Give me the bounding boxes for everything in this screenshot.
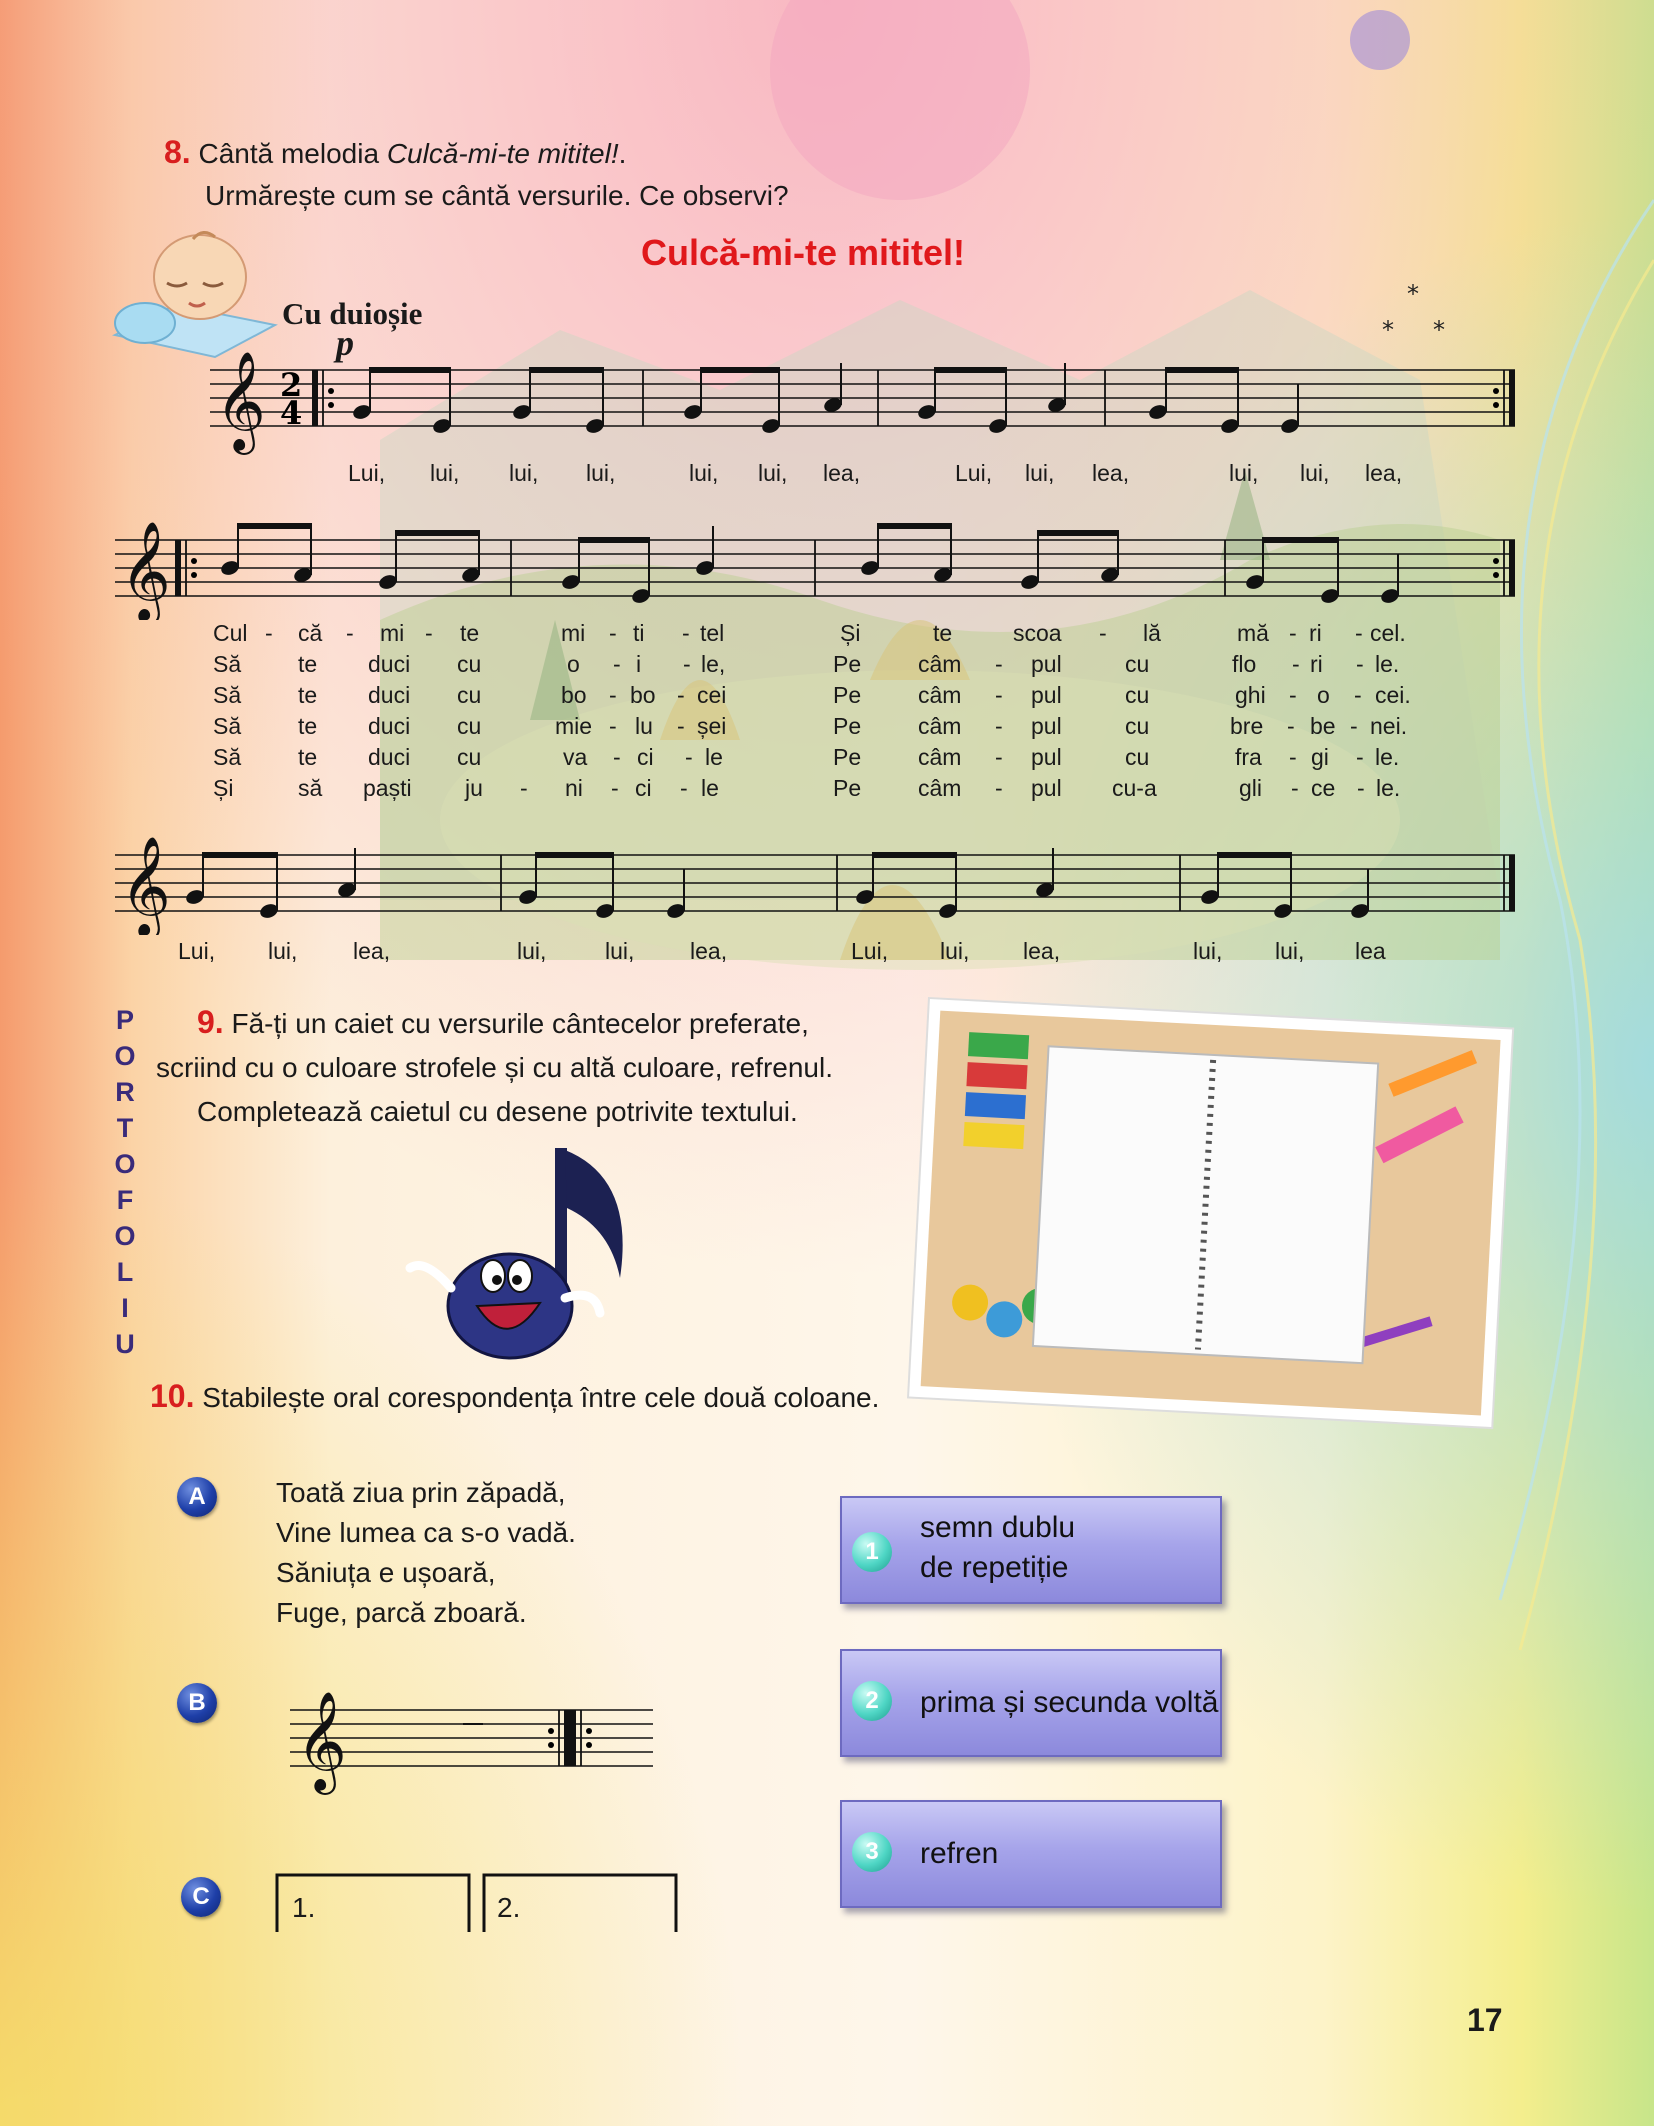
lyric-syllable: lui, — [1229, 460, 1259, 486]
lyric-syllable: lui, — [586, 460, 616, 486]
first-ending-label: 1. — [292, 1892, 316, 1923]
lyric-syllable: te — [933, 620, 953, 646]
lyric-syllable: - — [1099, 620, 1107, 646]
lyric-syllable: cei. — [1375, 682, 1411, 708]
lyric-syllable: le. — [1376, 775, 1401, 801]
lyric-syllable: te — [298, 651, 318, 677]
lyric-syllable: mă — [1237, 620, 1269, 646]
lyric-syllable: - — [995, 744, 1003, 770]
exercise-9-line-2: scriind cu o culoare strofele și cu altă culoare, refrenul. — [156, 1052, 833, 1083]
note-beam — [1165, 367, 1239, 373]
repeat-dot — [1493, 558, 1499, 564]
time-signature-top: 2 — [280, 366, 303, 404]
lyric-syllable: lui, — [940, 938, 970, 964]
lyric-syllable: duci — [368, 713, 411, 739]
lyric-syllable: - — [609, 682, 617, 708]
exercise-8-suffix: . — [618, 138, 627, 169]
lyric-syllable: Pe — [833, 651, 862, 677]
lyric-syllable: Lui, — [178, 938, 216, 964]
lyric-syllable: - — [995, 775, 1003, 801]
option-3-line-1: refren — [920, 1837, 999, 1870]
lyric-syllable: - — [1355, 620, 1363, 646]
thick-bar-line — [564, 1710, 570, 1766]
portfolio-letter: O — [114, 1221, 136, 1251]
lyric-syllable: Lui, — [348, 460, 386, 486]
repeat-dot — [1493, 402, 1499, 408]
lyrics-row-1 — [0, 458, 1654, 492]
lyric-syllable: pul — [1031, 682, 1062, 708]
note-beam — [872, 852, 957, 858]
lyric-syllable: - — [1354, 682, 1362, 708]
portfolio-letter: F — [116, 1185, 134, 1215]
exercise-10-number: 10. — [150, 1378, 195, 1414]
lyric-syllable: - — [1356, 744, 1364, 770]
repeat-dot — [191, 572, 197, 578]
lyric-syllable: bo — [561, 682, 587, 708]
exercise-8-line-2: Urmărește cum se cântă versurile. Ce observi? — [205, 180, 789, 211]
time-signature-bottom: 4 — [280, 394, 303, 432]
repeat-dot — [328, 402, 334, 408]
repeat-dot — [548, 1728, 554, 1734]
treble-clef-icon: 𝄞 — [215, 351, 266, 451]
note-beam — [395, 530, 480, 536]
lyric-syllable: cei — [697, 682, 727, 708]
portfolio-letter: T — [116, 1113, 134, 1143]
repeat-dot — [586, 1728, 592, 1734]
portfolio-letter: P — [115, 1005, 134, 1035]
repeat-dot — [548, 1742, 554, 1748]
second-ending-label: 2. — [497, 1892, 521, 1923]
option-box-2 — [840, 1649, 1222, 1757]
lyric-syllable: cu — [457, 744, 482, 770]
lyric-syllable: - — [425, 620, 433, 646]
lyric-syllable: - — [685, 744, 693, 770]
lyric-syllable: Să — [213, 744, 242, 770]
lyric-syllable: lea, — [690, 938, 728, 964]
lyric-syllable: te — [298, 682, 318, 708]
lyric-syllable: câm — [918, 713, 962, 739]
lyric-syllable: tel — [700, 620, 725, 646]
lyric-syllable: pul — [1031, 744, 1062, 770]
note-beam — [202, 852, 278, 858]
option-1-line-1: semn dublu — [920, 1511, 1076, 1544]
lyric-syllable: flo — [1232, 651, 1257, 677]
lyric-syllable: câm — [918, 682, 962, 708]
lyric-syllable: lui, — [1025, 460, 1055, 486]
song-title: Culcă-mi-te mititel! — [641, 232, 966, 273]
lyric-syllable: lui, — [430, 460, 460, 486]
tempo-marking: Cu duioșie — [282, 296, 423, 331]
lyric-syllable: lui, — [605, 938, 635, 964]
thick-bar-line — [1509, 370, 1515, 426]
option-box-3 — [840, 1800, 1222, 1908]
exercise-8-number: 8. — [164, 134, 191, 170]
lyric-syllable: lui, — [1275, 938, 1305, 964]
lyric-syllable: Pe — [833, 744, 862, 770]
lyric-syllable: gli — [1239, 775, 1263, 801]
lyric-syllable: - — [680, 775, 688, 801]
lyric-syllable: ti — [633, 620, 645, 646]
lyric-syllable: ci — [635, 775, 652, 801]
lyric-syllable: șei — [697, 713, 727, 739]
badge-b: B — [177, 1683, 217, 1723]
lyric-syllable: - — [677, 713, 685, 739]
badge-a: A — [177, 1477, 217, 1517]
lyric-syllable: pul — [1031, 651, 1062, 677]
lyric-syllable: lea, — [1023, 938, 1061, 964]
thick-bar-line — [1509, 855, 1515, 911]
svg-text:*: * — [1433, 316, 1445, 344]
lyric-syllable: - — [609, 713, 617, 739]
lyric-syllable: ri — [1309, 620, 1322, 646]
lyric-syllable: ju — [465, 775, 483, 801]
page-number: 17 — [1467, 2002, 1503, 2038]
portfolio-letter: O — [114, 1149, 136, 1179]
lyric-syllable: - — [1289, 744, 1297, 770]
verse-line — [0, 742, 1654, 773]
repeat-dot — [328, 388, 334, 394]
exercise-10-line — [150, 1376, 879, 1418]
lyric-syllable: cu — [1125, 744, 1150, 770]
note-beam — [529, 367, 604, 373]
lyric-syllable: lea, — [353, 938, 391, 964]
lyric-syllable: mi — [561, 620, 586, 646]
lyric-syllable: - — [613, 651, 621, 677]
thick-bar-line — [570, 1710, 576, 1766]
lyric-syllable: va — [563, 744, 588, 770]
lyric-syllable: le — [705, 744, 723, 770]
note-beam — [700, 367, 780, 373]
lyric-syllable: Să — [213, 651, 242, 677]
exercise-8-line-1 — [164, 132, 626, 174]
lyric-syllable: paști — [363, 775, 412, 801]
treble-clef-icon: 𝄞 — [120, 521, 171, 620]
lyric-syllable: Pe — [833, 713, 862, 739]
exercise-9-text: Fă-ți un caiet cu versurile cântecelor preferate, — [223, 1008, 809, 1039]
treble-clef-icon: 𝄞 — [120, 836, 171, 935]
option-2-line-1: prima și secunda voltă — [920, 1686, 1219, 1719]
lyric-syllable: - — [265, 620, 273, 646]
lyric-syllable: be — [1310, 713, 1336, 739]
lyric-syllable: bre — [1230, 713, 1264, 739]
lyric-syllable: lui, — [509, 460, 539, 486]
lyric-syllable: - — [1289, 682, 1297, 708]
music-staff-row-3 — [105, 815, 1525, 935]
lyric-syllable: lui, — [268, 938, 298, 964]
lyric-syllable: cu — [1125, 713, 1150, 739]
lyric-syllable: ni — [565, 775, 583, 801]
lyric-syllable: mi — [380, 620, 405, 646]
lyric-syllable: cu — [1125, 682, 1150, 708]
repeat-dot — [1493, 572, 1499, 578]
lyric-syllable: lui, — [517, 938, 547, 964]
exercise-8-song-title-inline: Culcă-mi-te mititel! — [386, 138, 619, 169]
lyric-syllable: lea, — [1092, 460, 1130, 486]
lyric-syllable: mie — [555, 713, 593, 739]
lyric-syllable: lui, — [1300, 460, 1330, 486]
notebook-and-supplies-photo — [900, 995, 1520, 1435]
lyric-syllable: că — [298, 620, 323, 646]
lyric-syllable: - — [995, 682, 1003, 708]
lyric-syllable: te — [298, 744, 318, 770]
lyric-syllable: fra — [1235, 744, 1262, 770]
verse-line — [0, 680, 1654, 711]
portfolio-vertical-label — [105, 1002, 145, 1362]
exercise-9-number: 9. — [197, 1004, 224, 1040]
note-beam — [1217, 852, 1292, 858]
lyric-syllable: cel. — [1370, 620, 1406, 646]
option-box-1 — [840, 1496, 1222, 1604]
svg-text:*: * — [1407, 280, 1419, 308]
lyric-syllable: lui, — [758, 460, 788, 486]
lyric-syllable: duci — [368, 744, 411, 770]
lyric-syllable: pul — [1031, 775, 1062, 801]
lyric-syllable: bo — [630, 682, 656, 708]
repeat-dot — [191, 558, 197, 564]
lyric-syllable: - — [1292, 651, 1300, 677]
lyric-syllable: Lui, — [851, 938, 889, 964]
lyric-syllable: te — [460, 620, 480, 646]
lyric-syllable: cu-a — [1112, 775, 1157, 801]
portfolio-letter: I — [121, 1293, 129, 1323]
refrain-text-line-1: Toată ziua prin zăpadă, — [276, 1477, 566, 1508]
lyric-syllable: gi — [1311, 744, 1329, 770]
portfolio-letter: L — [116, 1257, 134, 1287]
music-staff-row-2 — [105, 500, 1525, 620]
verse-line — [0, 711, 1654, 742]
lyric-syllable: câm — [918, 651, 962, 677]
lyric-syllable: - — [1287, 713, 1295, 739]
lyric-syllable: le. — [1375, 651, 1400, 677]
lyric-syllable: - — [682, 620, 690, 646]
lyric-syllable: lă — [1143, 620, 1161, 646]
lyric-syllable: - — [1289, 620, 1297, 646]
lyric-syllable: lui, — [689, 460, 719, 486]
portfolio-letter: O — [114, 1041, 136, 1071]
music-staff-row-1 — [105, 330, 1525, 460]
exercise-9-line-1 — [197, 1002, 809, 1044]
lyric-syllable: duci — [368, 651, 411, 677]
lyric-syllable: - — [995, 651, 1003, 677]
lyric-syllable: lui, — [1193, 938, 1223, 964]
lyric-syllable: nei. — [1370, 713, 1408, 739]
exercise-9-line-3: Completează caietul cu desene potrivite textului. — [197, 1096, 798, 1127]
option-number-1: 1 — [852, 1532, 892, 1572]
lyric-syllable: să — [298, 775, 323, 801]
exercise-10-text: Stabilește oral corespondența între cele două coloane. — [194, 1382, 880, 1413]
thick-bar-line — [175, 540, 181, 596]
lyric-syllable: câm — [918, 744, 962, 770]
note-beam — [535, 852, 614, 858]
lyric-syllable: duci — [368, 682, 411, 708]
music-note-character-illustration — [405, 1138, 635, 1368]
lyric-syllable: ri — [1310, 651, 1323, 677]
verse-line — [0, 773, 1654, 804]
lyric-syllable: cu — [457, 713, 482, 739]
lyric-syllable: Pe — [833, 682, 862, 708]
lyric-syllable: - — [613, 744, 621, 770]
badge-c: C — [181, 1877, 221, 1917]
lyric-syllable: lu — [635, 713, 653, 739]
lyric-syllable: câm — [918, 775, 962, 801]
treble-clef-icon: 𝄞 — [296, 1691, 347, 1791]
lyric-syllable: scoa — [1013, 620, 1062, 646]
lyric-syllable: lea, — [1365, 460, 1403, 486]
lyric-syllable: - — [677, 682, 685, 708]
verse-line — [0, 618, 1654, 649]
exercise-8-prefix: Cântă melodia — [198, 138, 387, 169]
refrain-text-line-3: Săniuța e ușoară, — [276, 1557, 496, 1588]
lyrics-row-3 — [0, 936, 1654, 970]
lyric-syllable: le — [701, 775, 719, 801]
dynamic-marking: p — [336, 323, 354, 363]
lyric-syllable: - — [995, 713, 1003, 739]
refrain-text-line-2: Vine lumea ca s-o vadă. — [276, 1517, 576, 1548]
repeat-dot — [586, 1742, 592, 1748]
lyric-syllable: - — [1357, 775, 1365, 801]
lyric-syllable: Cul — [213, 620, 248, 646]
note-beam — [934, 367, 1007, 373]
lyric-syllable: lea — [1355, 938, 1386, 964]
note-beam — [1037, 530, 1119, 536]
lyric-syllable: - — [1291, 775, 1299, 801]
lyric-syllable: Să — [213, 713, 242, 739]
lyric-syllable: - — [609, 620, 617, 646]
volta-brackets — [274, 1872, 680, 1932]
lyric-syllable: Lui, — [955, 460, 993, 486]
lyric-syllable: i — [636, 651, 642, 677]
lyric-syllable: Și — [213, 775, 234, 801]
option-number-3: 3 — [852, 1832, 892, 1872]
lyric-syllable: - — [1356, 651, 1364, 677]
portfolio-letter: U — [115, 1329, 135, 1359]
thick-bar-line — [312, 370, 318, 426]
option-1-line-2: de repetiție — [920, 1551, 1069, 1584]
lyric-syllable: le. — [1375, 744, 1400, 770]
note-beam — [578, 537, 650, 543]
lyric-syllable: - — [683, 651, 691, 677]
verse-lyrics-block — [0, 618, 1654, 808]
lyric-syllable: le, — [701, 651, 726, 677]
lyric-syllable: Pe — [833, 775, 862, 801]
note-beam — [877, 523, 952, 529]
lyric-syllable: ghi — [1235, 682, 1266, 708]
lyric-syllable: - — [1350, 713, 1358, 739]
lyric-syllable: te — [298, 713, 318, 739]
lyric-syllable: o — [1317, 682, 1330, 708]
lyric-syllable: cu — [457, 682, 482, 708]
lyric-syllable: lea, — [823, 460, 861, 486]
repeat-dot — [1493, 388, 1499, 394]
lyric-syllable: cu — [1125, 651, 1150, 677]
thick-bar-line — [1509, 540, 1515, 596]
lyric-syllable: ci — [637, 744, 654, 770]
lyric-syllable: cu — [457, 651, 482, 677]
note-beam — [369, 367, 451, 373]
lyric-syllable: Și — [840, 620, 861, 646]
lyric-syllable: o — [567, 651, 580, 677]
verse-line — [0, 649, 1654, 680]
portfolio-letter: R — [115, 1077, 135, 1107]
option-number-2: 2 — [852, 1681, 892, 1721]
svg-text:*: * — [1382, 316, 1394, 344]
lyric-syllable: pul — [1031, 713, 1062, 739]
lyric-syllable: Să — [213, 682, 242, 708]
lyric-syllable: - — [346, 620, 354, 646]
lyric-syllable: - — [611, 775, 619, 801]
note-beam — [237, 523, 312, 529]
repeat-sign-staff — [288, 1678, 658, 1798]
lyric-syllable: ce — [1311, 775, 1336, 801]
note-beam — [1262, 537, 1339, 543]
refrain-text-line-4: Fuge, parcă zboară. — [276, 1597, 527, 1628]
lyric-syllable: - — [520, 775, 528, 801]
